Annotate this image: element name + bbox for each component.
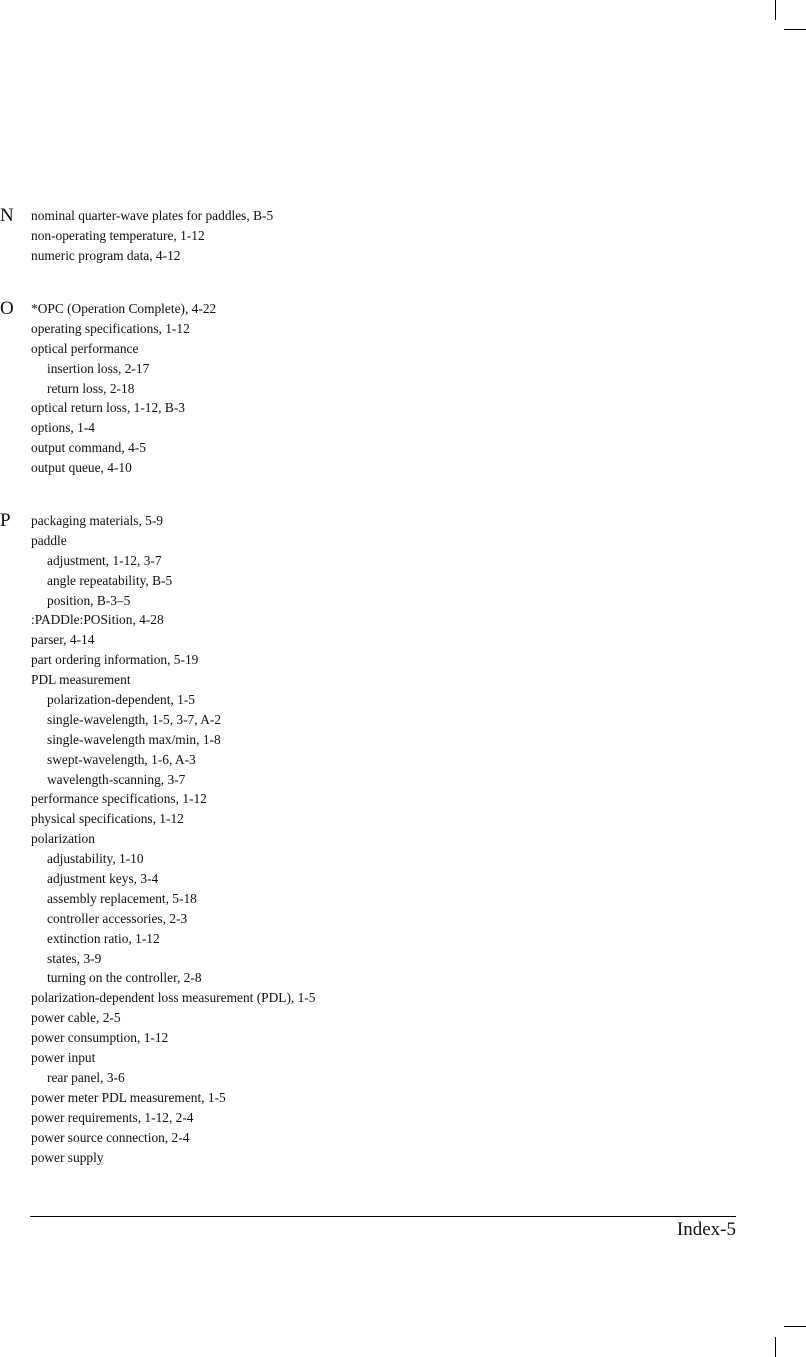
index-entry: performance specifications, 1-12 xyxy=(31,791,207,807)
index-entry: non-operating temperature, 1-12 xyxy=(31,227,205,243)
index-subentry: adjustability, 1-10 xyxy=(47,851,144,867)
section-letter-n: N xyxy=(0,205,14,226)
crop-mark-bottom-right-horizontal xyxy=(784,1326,806,1327)
index-entry: optical performance xyxy=(31,340,139,356)
index-entry: power meter PDL measurement, 1-5 xyxy=(31,1089,226,1105)
index-subentry: wavelength-scanning, 3-7 xyxy=(47,771,186,787)
index-entry: *OPC (Operation Complete), 4-22 xyxy=(31,301,217,316)
index-subentry: angle repeatability, B-5 xyxy=(47,572,173,588)
index-entry: power consumption, 1-12 xyxy=(31,1030,169,1046)
index-subentry: return loss, 2-18 xyxy=(47,380,135,396)
index-entry: numeric program data, 4-12 xyxy=(31,247,181,263)
index-subentry: insertion loss, 2-17 xyxy=(47,360,150,376)
index-entry: options, 1-4 xyxy=(31,420,95,436)
index-subentry: single-wavelength, 1-5, 3-7, A-2 xyxy=(47,711,222,727)
entry-list-n xyxy=(31,206,273,266)
index-entry: optical return loss, 1-12, B-3 xyxy=(31,400,185,416)
index-entry: paddle xyxy=(31,532,67,548)
index-entry: output command, 4-5 xyxy=(31,440,146,456)
crop-mark-top-right-vertical xyxy=(775,0,776,20)
index-entry: polarization xyxy=(31,831,95,847)
index-entry: physical specifications, 1-12 xyxy=(31,811,184,827)
section-letter-p: P xyxy=(0,510,11,531)
crop-mark-top-right-horizontal xyxy=(784,29,806,30)
index-entry: power source connection, 2-4 xyxy=(31,1129,190,1145)
index-entry: PDL measurement xyxy=(31,672,131,688)
index-subentry: swept-wavelength, 1-6, A-3 xyxy=(47,751,196,767)
index-entry: output queue, 4-10 xyxy=(31,460,132,476)
entry-list-o xyxy=(31,299,216,478)
index-subentry: adjustment, 1-12, 3-7 xyxy=(47,552,162,568)
crop-mark-bottom-right-vertical xyxy=(775,1337,776,1357)
index-subentry: turning on the controller, 2-8 xyxy=(47,970,202,986)
index-subentry: states, 3-9 xyxy=(47,950,102,966)
index-subentry: adjustment keys, 3-4 xyxy=(47,871,159,887)
entry-list-p xyxy=(31,511,315,1167)
index-subentry: assembly replacement, 5-18 xyxy=(47,890,197,906)
page-number: Index-5 xyxy=(676,1219,736,1240)
index-entry: :PADDle:POSition, 4-28 xyxy=(31,612,164,628)
index-entry: parser, 4-14 xyxy=(31,632,95,648)
index-entry: operating specifications, 1-12 xyxy=(31,320,190,336)
index-subentry: position, B-3–5 xyxy=(47,592,131,608)
index-entry: part ordering information, 5-19 xyxy=(31,652,199,668)
index-subentry: polarization-dependent, 1-5 xyxy=(47,692,195,708)
index-entry: power requirements, 1-12, 2-4 xyxy=(31,1109,194,1125)
index-entry: nominal quarter-wave plates for paddles, B-5 xyxy=(31,208,274,223)
index-subentry: extinction ratio, 1-12 xyxy=(47,930,160,946)
index-entry: power supply xyxy=(31,1149,104,1165)
index-subentry: single-wavelength max/min, 1-8 xyxy=(47,731,221,747)
index-entry: power cable, 2-5 xyxy=(31,1010,121,1026)
index-entry: polarization-dependent loss measurement (PDL), 1-5 xyxy=(31,990,316,1006)
index-subentry: rear panel, 3-6 xyxy=(47,1069,125,1085)
index-entry: packaging materials, 5-9 xyxy=(31,513,163,528)
index-subentry: controller accessories, 2-3 xyxy=(47,910,188,926)
section-letter-o: O xyxy=(0,298,14,319)
index-entry: power input xyxy=(31,1050,96,1066)
footer-rule xyxy=(30,1216,736,1217)
